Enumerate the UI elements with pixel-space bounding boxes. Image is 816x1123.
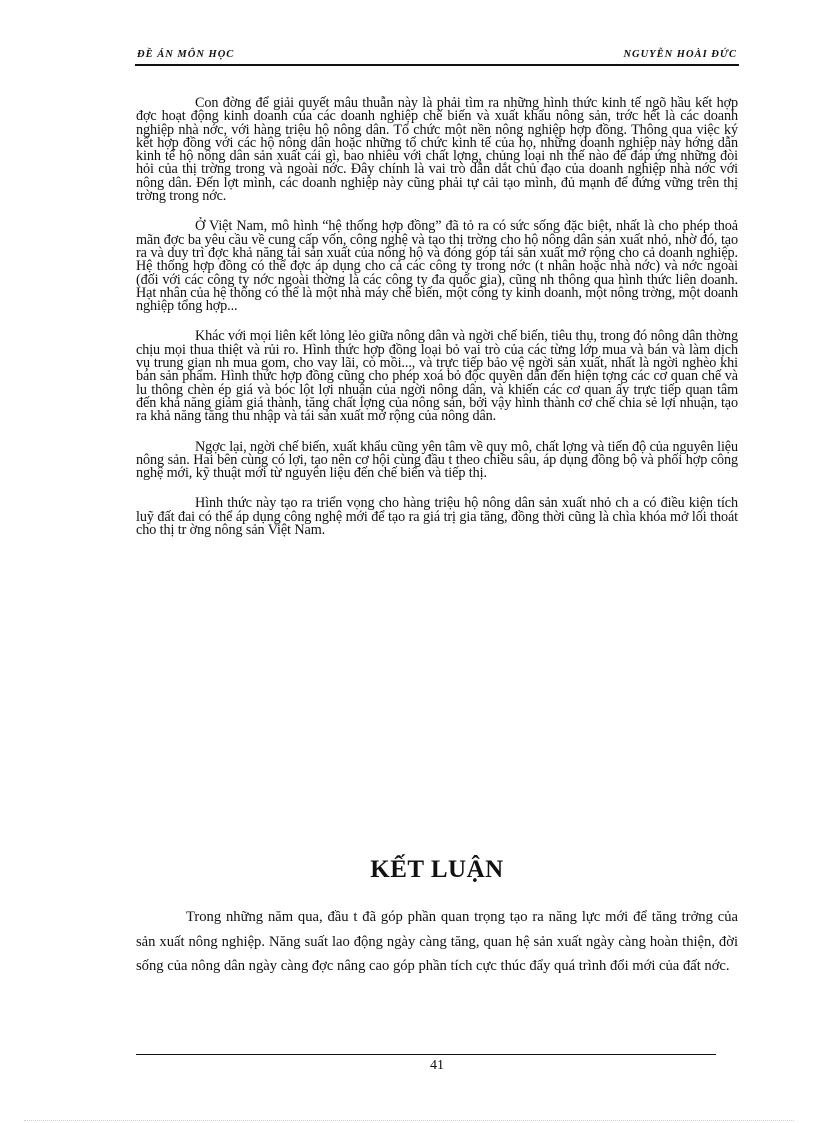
conclusion-heading: KẾT LUẬN: [370, 856, 504, 883]
paragraph-processor-benefits: Ngợc lại, ngời chế biến, xuất khẩu cũng yên tâm về quy mô, chất lợng và tiến độ của nguyên liệu nông sản. Hai bên cùng có lợi, tạo nên cơ hội cùng đầu t theo chiều sâu, áp dụng đồng bộ và phối hợp công nghệ mới, kỹ thuật mới từ nguyên liệu đến chế biến và tiếp thị.: [136, 438, 738, 482]
page-bottom-dotted-line: [24, 1120, 794, 1121]
paragraph-loose-linkage: Khác với mọi liên kết lỏng lẻo giữa nông dân và ngời chế biến, tiêu thụ, trong đó nông dân thờng chịu mọi thua thiệt và rủi ro. Hình thức hợp đồng loại bỏ vai trò của các từng lớp mua và bán và làm dịch vụ trung gian nh mua gom, cho vay lãi, cò mồi..., và trực tiếp bảo vệ ngời sản xuất, nhất là ngời nghèo khi bán sản phẩm. Hình thức hợp đồng cũng cho phép xoá bỏ độc quyền dẫn đến hiện tợng các cơ quan chế và lu thông chèn ép giá và bóc lột lợi nhuận của ngời nông dân, và khiến các cơ quan ấy trực tiếp quan tâm đến khả năng giảm giá thành, tăng chất lợng của nông sản, bởi vậy hình thành cơ chế chia sẻ lợi nhuận, tạo ra khả năng tăng thu nhập và tái sản xuất mở rộng của nông dân.: [136, 328, 738, 425]
paragraph-prospects: Hình thức này tạo ra triển vọng cho hàng triệu hộ nông dân sản xuất nhỏ ch a có điều kiện tích luỹ đất đai có thể áp dụng công nghệ mới để tạo ra giá trị gia tăng, đồng thời cũng là chìa khóa mở lối thoát cho thị tr ờng nông sản Việt Nam.: [136, 495, 738, 539]
header-course-title: ĐỀ ÁN MÔN HỌC: [137, 49, 235, 60]
header-author-name: NGUYỄN HOÀI ĐỨC: [623, 49, 737, 60]
page-number: 41: [430, 1058, 444, 1073]
main-body: [136, 97, 738, 554]
page-header: [135, 50, 739, 66]
conclusion-paragraph: Trong những năm qua, đầu t đã góp phần quan trọng tạo ra năng lực mới để tăng trởng của sản xuất nông nghiệp. Năng suất lao động ngày càng tăng, quan hệ sản xuất ngày càng hoàn thiện, đời sống của nông dân ngày càng đợc nâng cao góp phần tích cực thúc đẩy quá trình đổi mới của đất nớc.: [136, 909, 738, 974]
paragraph-vietnam-model: Ở Việt Nam, mô hình “hệ thống hợp đồng” đã tỏ ra có sức sống đặc biệt, nhất là cho phép thoả mãn đợc ba yêu cầu về cung cấp vốn, công nghệ và tạo thị trờng cho hộ nông dân sản xuất nhỏ, nhờ đó, tạo ra và duy trì đợc khả năng tái sản xuất của nông hộ và đóng góp tái sản xuất mở rộng cho cả doanh nghiệp. Hệ thống hợp đồng có thể đợc áp dụng cho cả các công ty trong nớc (t nhân hoặc nhà nớc) và nớc ngoài (đối với các công ty nớc ngoài thờng là các công ty đa quốc gia), cũng nh thông qua hình thức liên doanh. Hạt nhân của hệ thống có thể là một nhà máy chế biến, một công ty kinh doanh, một nông trờng, một doanh nghiệp tổng hợp...: [136, 218, 739, 315]
paragraph-contract-farming: Con đờng để giải quyết mâu thuẫn này là phải tìm ra những hình thức kinh tế ngõ hầu kết hợp đợc hoạt động kinh doanh của các doanh nghiệp chế biến và xuất khẩu nông sản, trớc hết là các doanh nghiệp nhà nớc, với hàng triệu hộ nông dân. Tổ chức một nền nông nghiệp hợp đồng. Thông qua việc ký kết hợp đồng với các hộ nông dân hoặc những tổ chức kinh tế của họ, những doanh nghiệp này hớng dẫn kinh tế hộ nông dân sản xuất cái gì, bao nhiêu với chất lợng, chủng loại nh thế nào để đáp ứng những đòi hỏi của thị trờng trong và ngoài nớc. Đây chính là vai trò dẫn dắt chủ đạo của doanh nghiệp nhà nớc với nông dân. Đến lợt mình, các doanh nghiệp này cũng phải tự cải tạo mình, đủ mạnh để đứng vững trên thị trờng trong nớc.: [136, 95, 738, 205]
footer-divider: [136, 1054, 716, 1055]
